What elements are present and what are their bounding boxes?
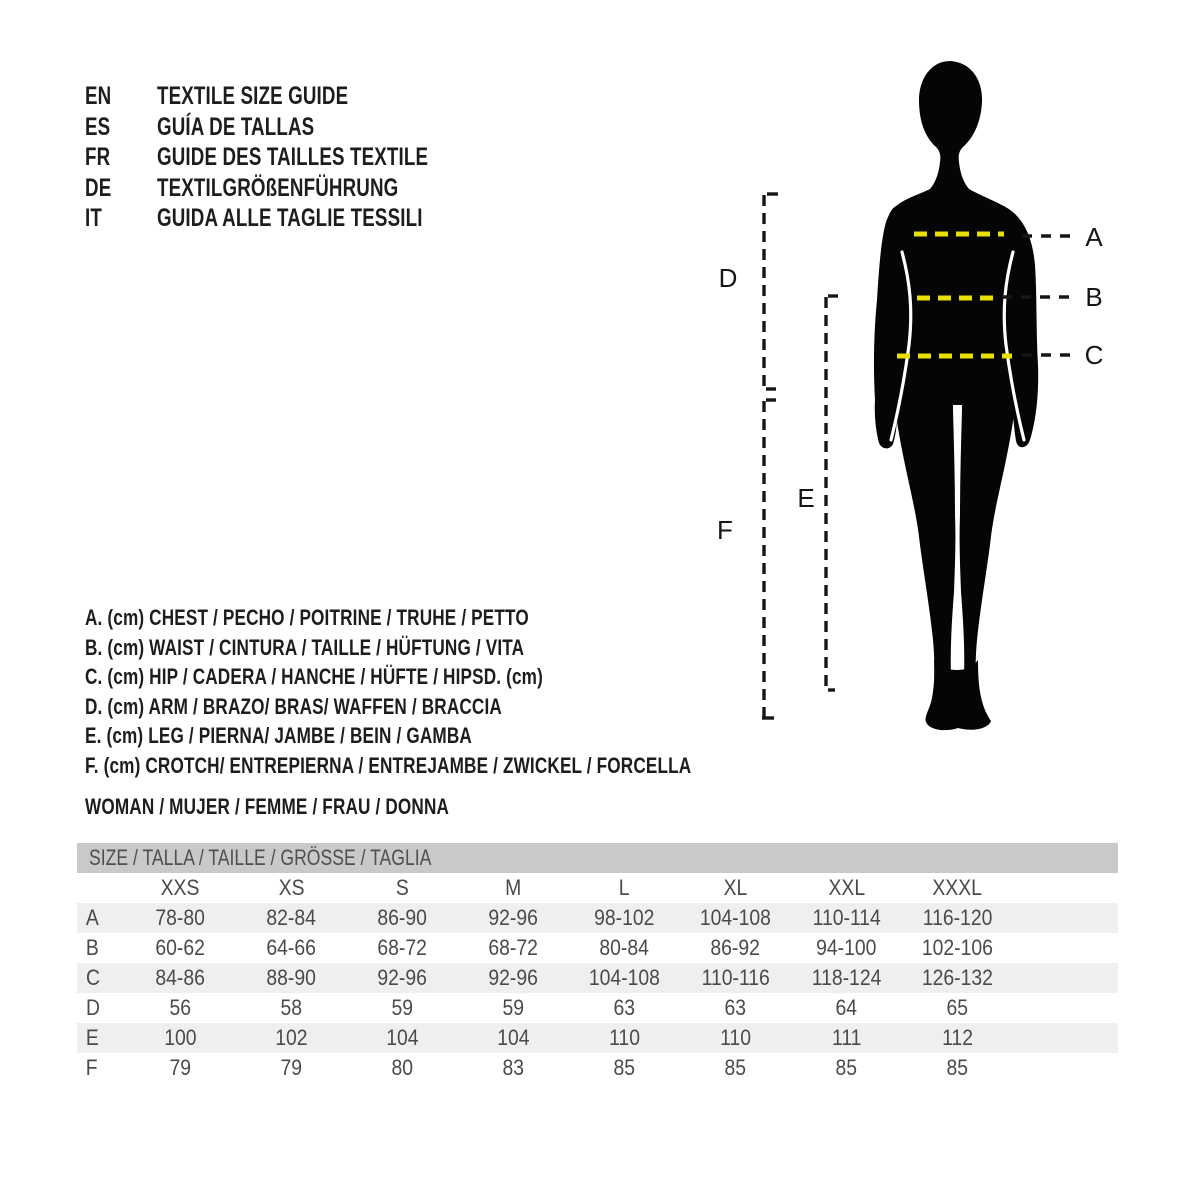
measurement-legend xyxy=(85,603,862,781)
table-cell: 80 xyxy=(391,1055,414,1080)
table-cell: 85 xyxy=(835,1055,858,1080)
table-cell: 84-86 xyxy=(155,965,206,990)
table-cell: 63 xyxy=(724,995,747,1020)
table-cell: 92-96 xyxy=(488,965,539,990)
table-cell: 116-120 xyxy=(922,905,993,930)
table-cell: 100 xyxy=(164,1025,197,1050)
table-cell: 85 xyxy=(946,1055,969,1080)
table-cell: 118-124 xyxy=(811,965,882,990)
lang-row-de xyxy=(85,173,428,204)
lang-row-es xyxy=(85,112,428,143)
table-cell: 59 xyxy=(502,995,525,1020)
table-cell: 98-102 xyxy=(594,905,655,930)
table-cell: 85 xyxy=(613,1055,636,1080)
table-cell: 83 xyxy=(502,1055,525,1080)
lang-row-it xyxy=(85,203,428,234)
row-label: D xyxy=(85,995,100,1020)
table-row-b xyxy=(77,933,1118,963)
table-cell: 65 xyxy=(946,995,969,1020)
lang-title: TEXTILGRÖßENFÜHRUNG xyxy=(157,173,399,202)
lang-code: EN xyxy=(85,82,112,110)
table-cell: 79 xyxy=(280,1055,303,1080)
table-cell: 56 xyxy=(169,995,192,1020)
column-header-xxxl: XXXL xyxy=(932,875,983,900)
lang-code: ES xyxy=(85,112,111,141)
lang-row-fr xyxy=(85,142,428,173)
table-cell: 79 xyxy=(169,1055,192,1080)
row-label: F xyxy=(85,1055,98,1080)
table-cell: 102 xyxy=(275,1025,308,1050)
label-c: C xyxy=(1084,340,1104,370)
legend-item-arm: D. (cm) ARM / BRAZO/ BRAS/ WAFFEN / BRACCIA xyxy=(85,693,502,719)
lang-row-en xyxy=(85,81,428,112)
label-d: D xyxy=(718,263,738,293)
table-cell: 126-132 xyxy=(921,965,994,990)
table-cell: 85 xyxy=(724,1055,747,1080)
column-header-s: S xyxy=(396,875,409,900)
table-cell: 86-90 xyxy=(377,905,428,930)
table-cell: 63 xyxy=(613,995,636,1020)
table-cell: 112 xyxy=(942,1025,973,1050)
table-cell: 102-106 xyxy=(921,935,994,960)
size-table-header-text: SIZE / TALLA / TAILLE / GRÖSSE / TAGLIA xyxy=(89,845,432,870)
lang-title: TEXTILE SIZE GUIDE xyxy=(157,82,349,110)
table-cell: 68-72 xyxy=(488,935,539,960)
table-cell: 104 xyxy=(497,1025,530,1050)
label-f: F xyxy=(717,515,733,545)
table-cell: 104 xyxy=(386,1025,419,1050)
table-cell: 110-116 xyxy=(701,965,770,990)
table-cell: 80-84 xyxy=(599,935,650,960)
label-e: E xyxy=(797,483,815,513)
table-row-f xyxy=(77,1053,1118,1083)
column-header-m: M xyxy=(505,875,522,900)
label-a: A xyxy=(1085,222,1103,252)
table-row-c xyxy=(77,963,1118,993)
table-cell: 104-108 xyxy=(699,905,772,930)
legend-item-hip: C. (cm) HIP / CADERA / HANCHE / HÜFTE / HIPSD. (cm) xyxy=(85,664,543,690)
table-cell: 59 xyxy=(391,995,414,1020)
table-cell: 86-92 xyxy=(710,935,761,960)
legend-item-waist: B. (cm) WAIST / CINTURA / TAILLE / HÜFTUNG / VITA xyxy=(85,634,525,660)
table-cell: 92-96 xyxy=(488,905,539,930)
table-cell: 92-96 xyxy=(377,965,428,990)
row-label: C xyxy=(85,965,100,990)
legend-item-leg: E. (cm) LEG / PIERNA/ JAMBE / BEIN / GAMBA xyxy=(85,723,472,749)
table-row-a xyxy=(77,903,1118,933)
table-cell: 110-114 xyxy=(812,905,881,930)
table-cell: 82-84 xyxy=(266,905,317,930)
language-title-block xyxy=(85,81,543,234)
table-cell: 94-100 xyxy=(816,935,877,960)
table-cell: 111 xyxy=(831,1025,862,1050)
lang-title: GUIDA ALLE TAGLIE TESSILI xyxy=(157,204,423,232)
column-header-xxl: XXL xyxy=(828,875,865,900)
row-label: B xyxy=(85,935,99,960)
lang-title: GUÍA DE TALLAS xyxy=(157,112,315,141)
label-b: B xyxy=(1085,282,1103,312)
column-header-xs: XS xyxy=(278,875,305,900)
column-header-l: L xyxy=(619,875,630,900)
table-cell: 64-66 xyxy=(266,935,317,960)
row-label: E xyxy=(85,1025,99,1050)
legend-item-chest: A. (cm) CHEST / PECHO / POITRINE / TRUHE / PETTO xyxy=(85,605,529,630)
table-cell: 68-72 xyxy=(377,935,428,960)
table-cell: 64 xyxy=(835,995,858,1020)
lang-code: IT xyxy=(85,204,102,232)
column-header-xl: XL xyxy=(723,875,748,900)
table-cell: 104-108 xyxy=(588,965,661,990)
table-row-d xyxy=(77,993,1118,1023)
table-cell: 60-62 xyxy=(155,935,206,960)
category-line: WOMAN / MUJER / FEMME / FRAU / DONNA xyxy=(85,794,450,819)
column-header-row xyxy=(77,873,1118,903)
table-row-e xyxy=(77,1023,1118,1053)
table-cell: 110 xyxy=(609,1025,640,1050)
table-cell: 58 xyxy=(280,995,303,1020)
lang-code: FR xyxy=(85,143,111,171)
column-header-xxs: XXS xyxy=(161,875,200,900)
size-table xyxy=(77,843,1118,1083)
lang-code: DE xyxy=(85,173,112,202)
row-label: A xyxy=(85,905,99,930)
size-table-header xyxy=(77,843,1118,873)
legend-item-crotch: F. (cm) CROTCH/ ENTREPIERNA / ENTREJAMBE / ZWICKEL / FORCELLA xyxy=(85,752,692,778)
table-cell: 88-90 xyxy=(266,965,317,990)
table-cell: 78-80 xyxy=(155,905,206,930)
lang-title: GUIDE DES TAILLES TEXTILE xyxy=(157,143,429,171)
table-cell: 110 xyxy=(720,1025,751,1050)
